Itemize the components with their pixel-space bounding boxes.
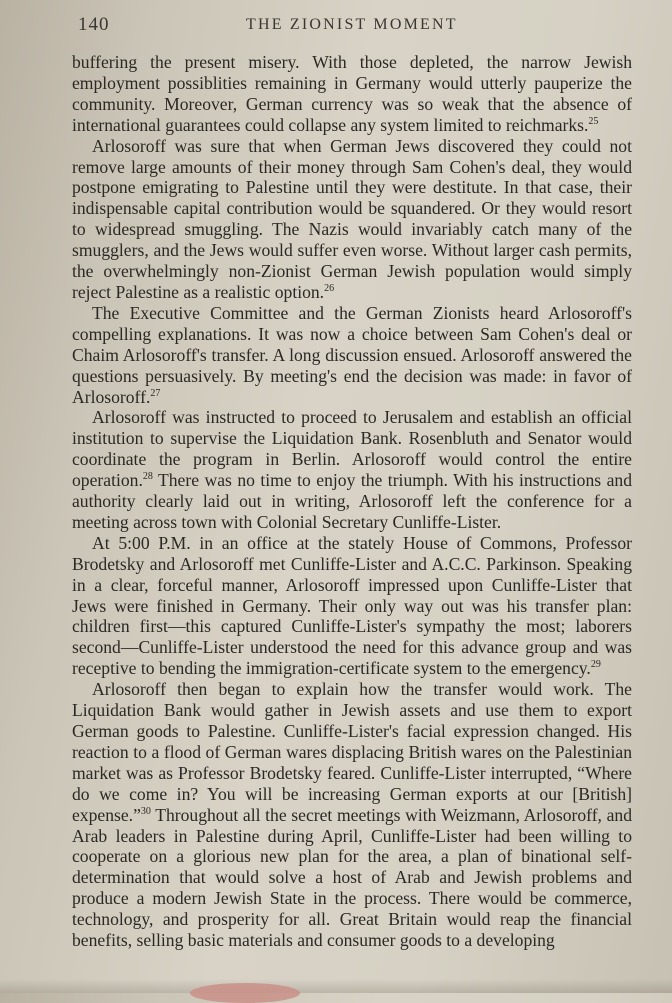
paragraph	[72, 136, 632, 303]
paragraph-text: At 5:00 P.M. in an office at the stately House of Commons, Professor Brodetsky and Arlosoroff met Cunliffe-Lister and A.C.C. Parkinson. Speaking in a clear, forceful manner, Arlosoroff impressed upon Cunliffe-Lister that Jews were finished in Germany. Their only way out was his transfer plan: children first—this captured Cunliffe-Lister's sympathy the most; laborers second—Cunliffe-Lister understood the need for this advance group and was receptive to bending the immigration-certificate system to the emergency.	[72, 532, 632, 679]
paragraph-text: Throughout all the secret meetings with Weizmann, Arlosoroff, and Arab leaders in Palestine during April, Cunliffe-Lister had been willing to cooperate on a glorious new plan for the area, a plan of binational self-determination that would solve a host of Arab and Jewish problems and produce a modern Jewish State in the process. There would be commerce, technology, and prosperity for all. Great Britain would reap the financial benefits, selling basic materials and consumer goods to a developing	[72, 804, 632, 951]
footnote-marker: 26	[324, 283, 335, 295]
running-head: THE ZIONIST MOMENT	[246, 16, 458, 33]
paragraph-text: Arlosoroff then began to explain how the transfer would work. The Liquidation Bank would gather in Jewish assets and use them to export German goods to Palestine. Cunliffe-Lister's facial expression changed. His reaction to a flood of German wares displacing British wares on the Palestinian market was as Professor Brodetsky feared. Cunliffe-Lister interrupted, “Where do we come in? You will be increasing German exports at our [British] expense.”	[72, 679, 632, 825]
page-number: 140	[78, 14, 110, 35]
paragraph	[72, 407, 632, 532]
paragraph-text: Arlosoroff was instructed to proceed to Jerusalem and establish an official institution to supervise the Liquidation Bank. Rosenbluth and Senator would coordinate the program in Berlin. Arlosoroff would control the entire operation.	[72, 407, 632, 491]
paragraph	[72, 52, 632, 136]
paragraph-text: Arlosoroff was sure that when German Jews discovered they could not remove large amounts of their money through Sam Cohen's deal, they would postpone emigrating to Palestine until they were destitute. In that case, their indispensable capital contribution would be squandered. Or they would resort to widespread smuggling. The Nazis would invariably catch many of the smugglers, and the Jews would suffer even worse. Without larger cash permits, the overwhelmingly non-Zionist German Jewish population would simply reject Palestine as a realistic option.	[72, 135, 632, 302]
paragraph-text: There was no time to enjoy the triumph. With his instructions and authority clearly laid out in writing, Arlosoroff left the conference for a meeting across town with Colonial Secretary Cunliffe-Lister.	[72, 470, 632, 532]
body-text	[72, 52, 632, 951]
footnote-marker: 25	[588, 115, 599, 127]
page-header	[78, 14, 638, 44]
paragraph-text: The Executive Committee and the German Zionists heard Arlosoroff's compelling explanations. It was now a choice between Sam Cohen's deal or Chaim Arlosoroff's transfer. A long discussion ensued. Arlosoroff answered the questions persuasively. By meeting's end the decision was made: in favor of Arlosoroff.	[72, 302, 632, 407]
footnote-marker: 29	[590, 659, 601, 671]
paragraph	[72, 679, 632, 951]
page-edge-shadow	[0, 979, 672, 993]
footnote-marker: 27	[150, 387, 161, 399]
footnote-marker: 28	[142, 471, 153, 483]
paragraph	[72, 303, 632, 408]
finger-tip	[190, 983, 300, 1003]
paragraph-text: buffering the present misery. With those depleted, the narrow Jewish employment possiblities remaining in Germany would utterly pauperize the community. Moreover, German currency was so weak that the absence of international guarantees could collapse any system limited to reichmarks.	[72, 52, 632, 135]
paragraph	[72, 533, 632, 679]
footnote-marker: 30	[140, 805, 151, 817]
